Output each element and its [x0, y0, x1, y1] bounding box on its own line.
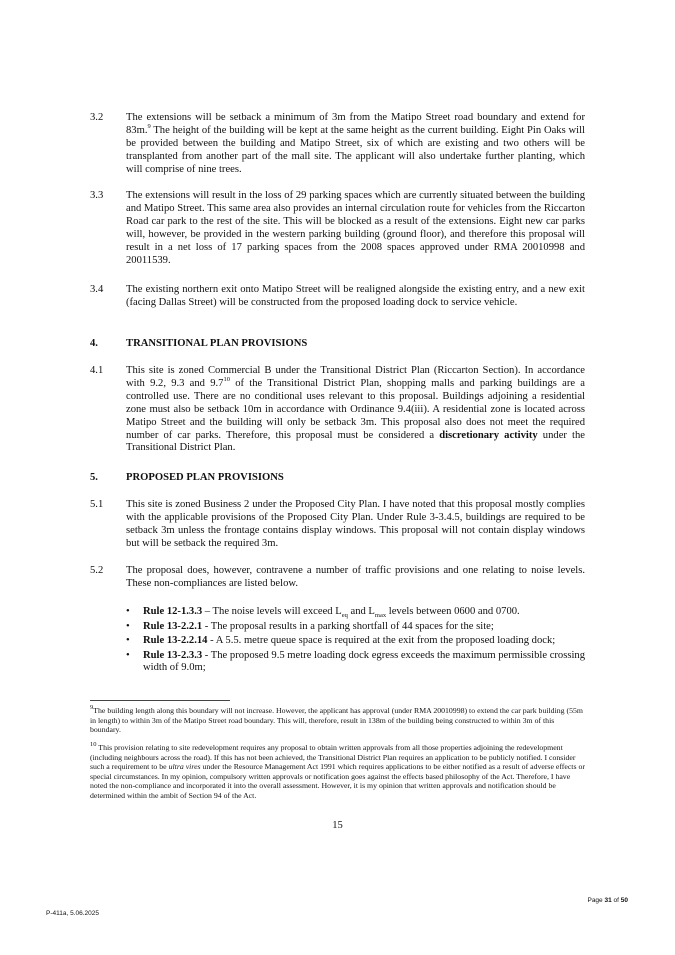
bullet-icon: • [126, 649, 130, 661]
non-compliance-list [126, 606, 591, 677]
page-number: 15 [332, 820, 343, 831]
footnote-10: $^{10}$ This provision relating to site redevelopment requires any proposal to obtain written approvals from all those properties adjoining the redevelopment (including neighbours across the road). If this has not been achieved, the Transitional District Plan requires an application to be publicly notified. I consider such a requirement to be ultra vires under the Resource Management Act 1991 which requires applications to be either notified as a result of adverse effects or special circumstances. In my opinion, compulsory written approvals or notification goes against the effects based philosophy of the Act. Therefore, I have noted the non-compliance and incorporated it into the overall assessment. However, it is my opinion that written approvals and notification should be determined within the ambit of Section 94 of the Act. [90, 740, 585, 800]
paragraph-text: The extensions will result in the loss of 29 parking spaces which are currently situated between the building and Matipo Street. This same area also provides an internal circulation route for vehicles from the Riccarton Road car park to the rest of the site. This will be blocked as a result of the extensions. Eight new car parks will, however, be provided in the western parking building (ground floor), and therefore this proposal will result in a net loss of 17 parking spaces from the 2008 spaces approved under RMA 20010998 and 20011539. [126, 190, 585, 266]
paragraph-3-4 [90, 284, 585, 310]
paragraph-3-3 [90, 190, 585, 267]
paragraph-text: This site is zoned Commercial B under the Transitional District Plan (Riccarton Section). In accordance with 9.2, 9.3 and $9.7^{10}$ of the Transitional District Plan, shopping malls and parking buildings are a controlled use. There are no conditional uses relevant to this proposal. Buildings adjoining a residential zone must also be setback 10m in accordance with Ordinance 9.4(iii). A residential zone is located across Matipo Street and the building will only be setback 3m. This proposal also does not meet the required number of car parks. Therefore, this proposal must be considered a discretionary activity under the Transitional District Plan. [126, 365, 585, 454]
paragraph-number: 3.2 [90, 112, 104, 123]
paragraph-text: This site is zoned Business 2 under the Proposed City Plan. I have noted that this proposal mostly complies with the applicable provisions of the Proposed City Plan. Under Rule 3-3.4.5, buildings are required to be setback 3m unless the frontage contains display windows. This proposal will not contain display windows but will be setback the required 3m. [126, 499, 585, 549]
paragraph-5-1 [90, 499, 585, 551]
paragraph-4-1 [90, 365, 585, 455]
footnote-ref-9[interactable]: 9 [147, 122, 151, 130]
list-item: • Rule 13-2.2.14 - A 5.5. metre queue space is required at the exit from the proposed loading dock; [126, 635, 556, 646]
footnote-ref-10[interactable]: 10 [223, 375, 230, 383]
bullet-icon: • [126, 635, 130, 646]
paragraph-number: 3.3 [90, 190, 104, 201]
page-counter: Page 31 of 50 [587, 897, 628, 904]
bullet-icon: • [126, 606, 130, 617]
paragraph-text: The proposal does, however, contravene a number of traffic provisions and one relating to noise levels. These non-compliances are listed below. [126, 565, 585, 589]
paragraph-text: The extensions will be setback a minimum of 3m from the Matipo Street road boundary and extend for 83m.$^9$ The height of the building will be kept at the same height as the current building. Eight Pin Oaks will be provided between the building and Matipo Street, six of which are existing and two others will be transplanted from another part of the mall site. The applicant will also undertake further planting, which will comprise of nine trees. [126, 112, 585, 175]
paragraph-5-2 [90, 565, 585, 591]
list-item: • Rule 13-2.3.3 - The proposed 9.5 metre loading dock egress exceeds the maximum permissible crossing width of 9.0m; [126, 649, 586, 674]
paragraph-number: 5.2 [90, 565, 104, 576]
document-page: 3.2 The extensions will be setback a minimum of 3m from the Matipo Street road boundary and extend for 83m.$^9$ The height of the building will be kept at the same height as the current building. Eight Pin Oaks will be provided between the building and Matipo Street, six of which are existing and two others will be transplanted from another part of the mall site. The applicant will also undertake further planting, which will comprise of nine trees. 3.3 The extensions will result in the loss of 29 parking spaces which are currently situated between the building and Matipo Street. This same area also provides an internal circulation route for vehicles from the Riccarton Road car park to the rest of the site. This will be blocked as a result of the extensions. Eight new car parks will, however, be provided in the western parking building (ground floor), and therefore this proposal will result in a net loss of 17 parking spaces from the 2008 spaces approved under RMA 20010998 and 20011539. 3.4 The existing northern exit onto Matipo Street will be realigned alongside the existing entry, and a new exit (facing Dallas Street) will be constructed from the proposed loading dock to service vehicle. 4. TRANSITIONAL PLAN PROVISIONS 4.1 This site is zoned Commercial B under the Transitional District Plan (Riccarton Section). In accordance with 9.2, 9.3 and $9.7^{10}$ of the Transitional District Plan, shopping malls and parking buildings are a controlled use. There are no conditional uses relevant to this proposal. Buildings adjoining a residential zone must also be setback 10m in accordance with Ordinance 9.4(iii). A residential zone is located across Matipo Street and the building will only be setback 3m. This proposal also does not meet the required number of car parks. Therefore, this proposal must be considered a discretionary activity under the Transitional District Plan. 5. PROPOSED PLAN PROVISIONS 5.1 This site is zoned Business 2 under the Proposed City Plan. I have noted that this proposal mostly complies with the applicable provisions of the Proposed City Plan. Under Rule 3-3.4.5, buildings are required to be setback 3m unless the frontage contains display windows. This proposal will not contain display windows but will be setback the required 3m. 5.2 The proposal does, however, contravene a number of traffic provisions and one relating to noise levels. These non-compliances are listed below. • Rule 12-1.3.3 – The noise levels will exceed $L_{eq}$ and $L_{max}$ levels between 0600 and 0700. • Rule 13-2.2.1 - The proposal results in a parking shortfall of 44 spaces for the site; • Rule 13-2.2.14 - A 5.5. metre queue space is required at the exit from the proposed loading dock; • Rule 13-2.3.3 - The proposed 9.5 metre loading dock egress exceeds the maximum permissible crossing width of 9.0m; $^9$The building length along this boundary will not increase. However, the applicant has approval (under RMA 20010998) to extend the car park building (55m in length) to within 3m of the Matipo Street road boundary. This will, therefore, result in 138m of the building being constructed to within 3m of this boundary. $^{10}$ This provision relating to site redevelopment requires any proposal to obtain written approvals from all those properties adjoining the redevelopment (including neighbours across the road). If this has not been achieved, the Transitional District Plan requires an application to be publicly notified. I consider such a requirement to be ultra vires under the Resource Management Act 1991 which requires applications to be either notified as a result of adverse effects or special circumstances. In my opinion, compulsory written approvals or notification goes against the effects based philosophy of the Act. Therefore, I have noted the non-compliance and incorporated it into the overall assessment. However, it is my opinion that written approvals and notification should be determined within the ambit of Section 94 of the Act. 15 Page 31 of 50 P-411a, 5.06.2025 [0, 0, 675, 955]
paragraph-3-2 [90, 112, 585, 177]
discretionary-activity-emphasis: discretionary activity [439, 429, 538, 441]
paragraph-text: The existing northern exit onto Matipo Street will be realigned alongside the existing entry, and a new exit (facing Dallas Street) will be constructed from the proposed loading dock to service vehicle. [126, 284, 585, 308]
paragraph-number: 4.1 [90, 365, 104, 376]
document-reference: P-411a, 5.06.2025 [46, 910, 100, 917]
list-item: • Rule 12-1.3.3 – The noise levels will exceed $L_{eq}$ and $L_{max}$ levels between 0600 and 0700. [126, 606, 520, 620]
list-item: • Rule 13-2.2.1 - The proposal results in a parking shortfall of 44 spaces for the site; [126, 620, 494, 632]
paragraph-number: 5.1 [90, 499, 104, 510]
bullet-icon: • [126, 620, 130, 632]
paragraph-number: 3.4 [90, 284, 104, 295]
footnote-9: $^9$The building length along this boundary will not increase. However, the applicant has approval (under RMA 20010998) to extend the car park building (55m in length) to within 3m of the Matipo Street road boundary. This will, therefore, result in 138m of the building being constructed to within 3m of this boundary. [90, 703, 583, 734]
footnote-divider [90, 700, 230, 701]
